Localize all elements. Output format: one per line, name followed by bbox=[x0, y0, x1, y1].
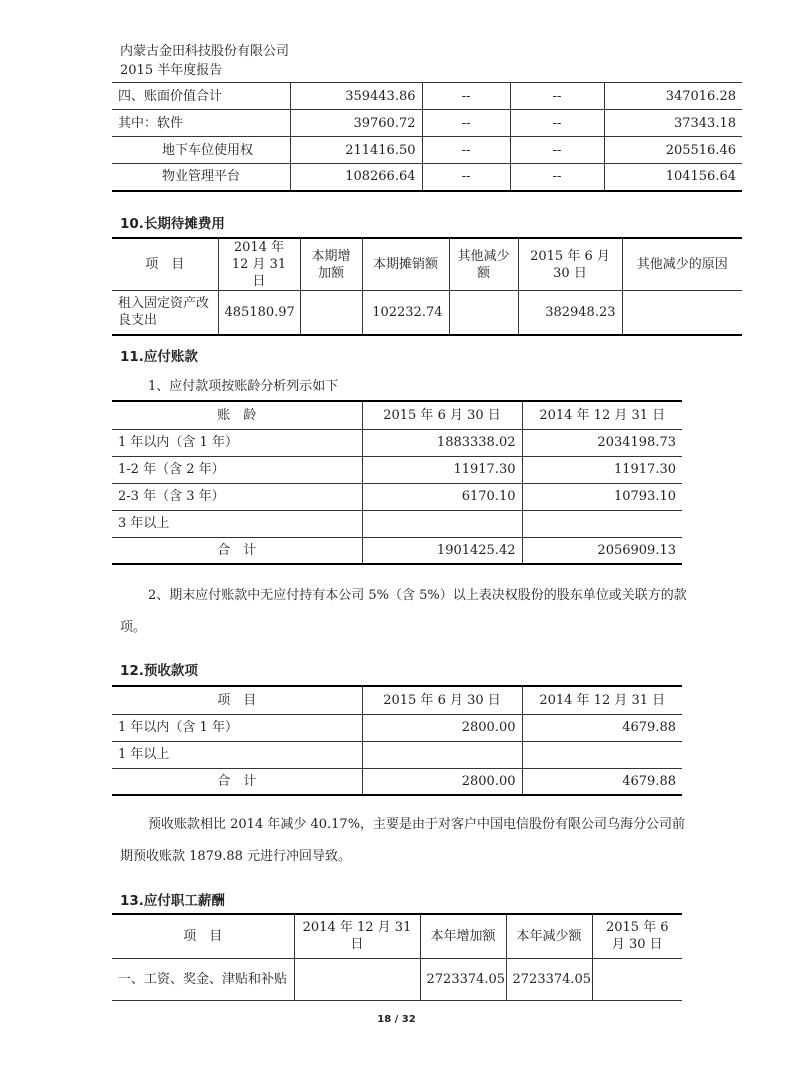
cell-value: 2723374.05 bbox=[506, 958, 592, 1000]
table-total-row bbox=[112, 537, 682, 564]
table-row bbox=[112, 110, 742, 137]
cell-value: 11917.30 bbox=[522, 456, 682, 483]
subsection-text: 1、应付款项按账龄分析列示如下 bbox=[148, 379, 339, 394]
table-row bbox=[112, 164, 742, 191]
cell-value: 2800.00 bbox=[362, 714, 522, 741]
cell-value: 211416.50 bbox=[290, 137, 422, 164]
table-header-row bbox=[112, 686, 682, 714]
table-header-row bbox=[112, 914, 682, 958]
table-row bbox=[112, 83, 742, 110]
section-title: 11.应付账款 bbox=[120, 349, 198, 365]
column-header: 2015 年 6 月 30 日 bbox=[362, 401, 522, 429]
cell-value: 11917.30 bbox=[362, 456, 522, 483]
table-total-row bbox=[112, 768, 682, 795]
cell-value: 485180.97 bbox=[218, 291, 300, 335]
column-header: 项 目 bbox=[112, 238, 218, 291]
column-header: 账 龄 bbox=[112, 401, 362, 429]
cell-value: -- bbox=[510, 137, 604, 164]
row-label: 合 计 bbox=[112, 768, 362, 795]
header-report: 2015 半年度报告 bbox=[120, 63, 223, 78]
row-label: 2-3 年（含 3 年） bbox=[112, 483, 362, 510]
cell-value: 2034198.73 bbox=[522, 429, 682, 456]
cell-value bbox=[294, 958, 420, 1000]
column-header: 2015 年 6 月 30 日 bbox=[518, 238, 622, 291]
employee-payroll-table bbox=[112, 913, 682, 1001]
cell-value: 4679.88 bbox=[522, 714, 682, 741]
long-term-prepaid-table bbox=[112, 237, 742, 336]
table-row bbox=[112, 456, 682, 483]
cell-value: 108266.64 bbox=[290, 164, 422, 191]
column-header: 其他减少的原因 bbox=[622, 238, 742, 291]
intangible-assets-table bbox=[112, 82, 742, 192]
cell-value: -- bbox=[510, 110, 604, 137]
row-label: 1 年以内（含 1 年） bbox=[112, 714, 362, 741]
table-header-row bbox=[112, 401, 682, 429]
row-label: 1 年以上 bbox=[112, 741, 362, 768]
page-number: 18 / 32 bbox=[377, 1014, 416, 1025]
cell-value: 2056909.13 bbox=[522, 537, 682, 564]
cell-value: 359443.86 bbox=[290, 83, 422, 110]
table-row bbox=[112, 291, 742, 335]
cell-value: -- bbox=[422, 83, 510, 110]
paragraph-note: 2、期末应付账款中无应付持有本公司 5%（含 5%）以上表决权股份的股东单位或关联方的款项。 bbox=[120, 588, 687, 635]
cell-value: -- bbox=[422, 137, 510, 164]
cell-value: 2800.00 bbox=[362, 768, 522, 795]
cell-value bbox=[622, 291, 742, 335]
section-title: 10.长期待摊费用 bbox=[120, 216, 225, 232]
cell-value: 347016.28 bbox=[604, 83, 742, 110]
table-row bbox=[112, 714, 682, 741]
cell-value bbox=[362, 741, 522, 768]
cell-value: 4679.88 bbox=[522, 768, 682, 795]
cell-value: 10793.10 bbox=[522, 483, 682, 510]
paragraph-note: 预收账款相比 2014 年减少 40.17%，主要是由于对客户中国电信股份有限公司乌海分公司前期预收账款 1879.88 元进行冲回导致。 bbox=[120, 817, 686, 864]
header-company: 内蒙古金田科技股份有限公司 bbox=[120, 44, 290, 59]
row-label: 1 年以内（含 1 年） bbox=[112, 429, 362, 456]
cell-value: 205516.46 bbox=[604, 137, 742, 164]
cell-value: -- bbox=[510, 83, 604, 110]
row-label: 物业管理平台 bbox=[112, 164, 290, 191]
cell-value: 39760.72 bbox=[290, 110, 422, 137]
column-header: 项 目 bbox=[112, 686, 362, 714]
table-row bbox=[112, 137, 742, 164]
column-header: 本年减少额 bbox=[506, 914, 592, 958]
cell-value bbox=[449, 291, 518, 335]
column-header: 其他减少额 bbox=[449, 238, 518, 291]
cell-value bbox=[300, 291, 362, 335]
cell-value: -- bbox=[422, 164, 510, 191]
cell-value: 2723374.05 bbox=[420, 958, 506, 1000]
row-label: 地下车位使用权 bbox=[112, 137, 290, 164]
row-label: 3 年以上 bbox=[112, 510, 362, 537]
cell-value bbox=[362, 510, 522, 537]
cell-value: 1883338.02 bbox=[362, 429, 522, 456]
row-label: 1-2 年（含 2 年） bbox=[112, 456, 362, 483]
column-header: 2014 年 12 月 31 日 bbox=[294, 914, 420, 958]
column-header: 本期增加额 bbox=[300, 238, 362, 291]
accounts-payable-table bbox=[112, 400, 682, 565]
row-label: 合 计 bbox=[112, 537, 362, 564]
cell-value: -- bbox=[510, 164, 604, 191]
cell-value: 1901425.42 bbox=[362, 537, 522, 564]
cell-value bbox=[592, 958, 682, 1000]
column-header: 2014 年 12 月 31 日 bbox=[218, 238, 300, 291]
cell-value: 37343.18 bbox=[604, 110, 742, 137]
cell-value: 6170.10 bbox=[362, 483, 522, 510]
column-header: 本期摊销额 bbox=[362, 238, 449, 291]
column-header: 2014 年 12 月 31 日 bbox=[522, 401, 682, 429]
table-row bbox=[112, 429, 682, 456]
column-header: 项 目 bbox=[112, 914, 294, 958]
cell-value: 104156.64 bbox=[604, 164, 742, 191]
cell-value: 382948.23 bbox=[518, 291, 622, 335]
row-label: 其中：软件 bbox=[112, 110, 290, 137]
cell-value bbox=[522, 510, 682, 537]
row-label: 四、账面价值合计 bbox=[112, 83, 290, 110]
table-row bbox=[112, 741, 682, 768]
row-label: 租入固定资产改良支出 bbox=[112, 291, 218, 335]
row-label: 一、工资、奖金、津贴和补贴 bbox=[112, 958, 294, 1000]
column-header: 2015 年 6 月 30 日 bbox=[592, 914, 682, 958]
table-row bbox=[112, 510, 682, 537]
column-header: 2014 年 12 月 31 日 bbox=[522, 686, 682, 714]
table-header-row bbox=[112, 238, 742, 291]
cell-value bbox=[522, 741, 682, 768]
table-row bbox=[112, 958, 682, 1000]
section-title: 13.应付职工薪酬 bbox=[120, 893, 225, 909]
table-row bbox=[112, 483, 682, 510]
cell-value: -- bbox=[422, 110, 510, 137]
cell-value: 102232.74 bbox=[362, 291, 449, 335]
column-header: 2015 年 6 月 30 日 bbox=[362, 686, 522, 714]
column-header: 本年增加额 bbox=[420, 914, 506, 958]
advance-receipts-table bbox=[112, 685, 682, 796]
section-title: 12.预收款项 bbox=[120, 663, 198, 679]
